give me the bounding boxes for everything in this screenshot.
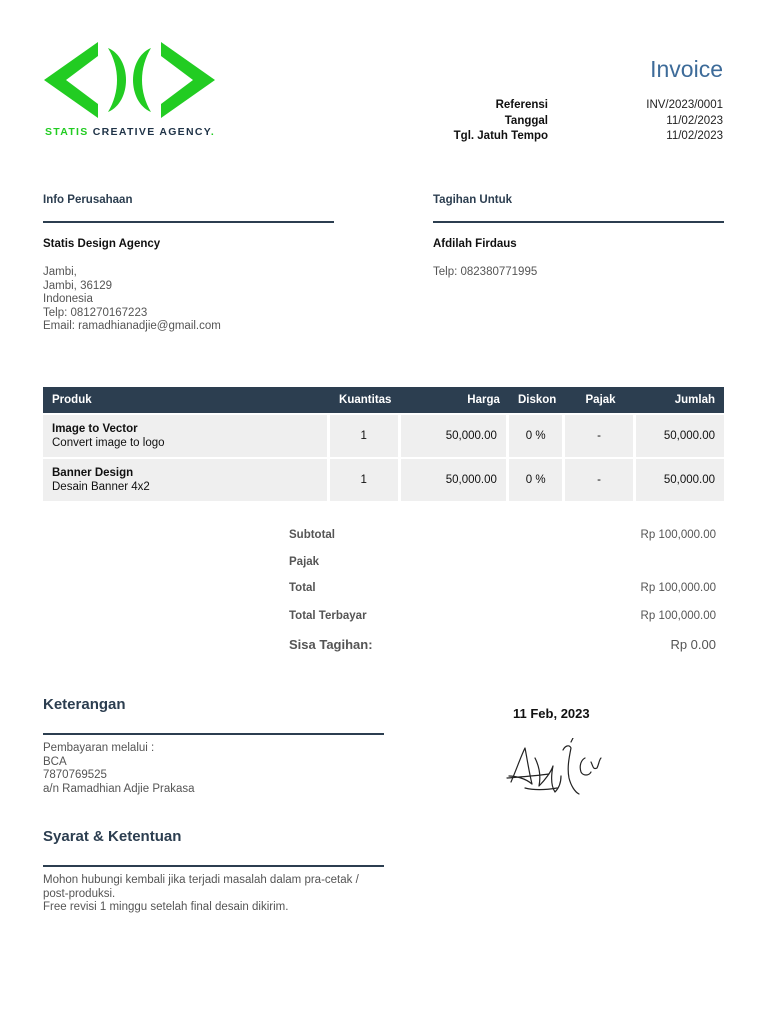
paid-label: Total Terbayar [289,610,367,622]
balance-value: Rp 0.00 [670,637,716,652]
table-row [43,415,724,457]
buyer-address [433,266,537,280]
col-product: Produk [43,387,330,413]
items-table [43,385,724,503]
cell-quantity: 1 [330,459,401,501]
cell-amount: 50,000.00 [636,459,724,501]
terms-heading: Syarat & Ketentuan [43,828,182,845]
cell-product [43,459,330,501]
product-name: Image to Vector [52,423,138,435]
cell-discount: 0 % [509,459,566,501]
seller-divider [43,221,334,223]
cell-discount: 0 % [509,415,566,457]
handwritten-signature-icon [505,738,605,800]
meta-value-due: 11/02/2023 [666,130,723,142]
buyer-phone: Telp: 082380771995 [433,266,538,278]
company-logo [42,40,217,140]
notes-body: Pembayaran melalui : BCA 7870769525 a/n Ramadhian Adjie Prakasa [43,742,195,795]
cell-price: 50,000.00 [401,459,509,501]
meta-labels [454,98,548,145]
meta-values [646,98,723,145]
product-desc: Convert image to logo [52,437,165,449]
cell-tax: - [565,415,635,457]
seller-address: Jambi, Jambi, 36129 Indonesia Telp: 081270167223 Email: ramadhianadjie@gmail.com [43,266,221,332]
balance-label: Sisa Tagihan: [289,637,373,652]
notes-heading: Keterangan [43,696,126,713]
subtotal-label: Subtotal [289,529,335,541]
col-price: Harga [401,387,509,413]
cell-quantity: 1 [330,415,401,457]
signature-date: 11 Feb, 2023 [513,706,590,721]
meta-label-date: Tanggal [504,114,548,127]
col-quantity: Kuantitas [330,387,401,413]
cell-product [43,415,330,457]
eye-logo-icon [42,40,217,120]
product-name: Banner Design [52,467,134,479]
logo-wordmark: STATIS CREATIVE AGENCY. [45,126,216,138]
account-number: 7870769525 [43,769,107,781]
col-discount: Diskon [509,387,566,413]
total-label: Total [289,582,316,594]
tax-label: Pajak [289,556,320,568]
notes-divider [43,733,384,735]
signature [505,738,605,805]
meta-label-reference: Referensi [495,99,548,111]
cell-amount: 50,000.00 [636,415,724,457]
buyer-heading: Tagihan Untuk [433,194,513,206]
cell-price: 50,000.00 [401,415,509,457]
seller-phone: Telp: 081270167223 [43,306,148,319]
col-amount: Jumlah [636,387,724,413]
product-desc: Desain Banner 4x2 [52,481,150,493]
table-row [43,459,724,501]
col-tax: Pajak [565,387,635,413]
buyer-divider [433,221,724,223]
seller-heading: Info Perusahaan [43,194,133,206]
terms-body: Mohon hubungi kembali jika terjadi masalah dalam pra-cetak / post-produksi. Free revisi 1 minggu setelah final desain dikirim. [43,874,359,913]
cell-tax: - [565,459,635,501]
table-header-row [43,387,724,413]
meta-value-date: 11/02/2023 [666,114,723,127]
seller-name: Statis Design Agency [43,238,161,250]
meta-label-due: Tgl. Jatuh Tempo [453,130,548,142]
seller-email: Email: ramadhianadjie@gmail.com [43,320,221,332]
total-value: Rp 100,000.00 [640,582,716,594]
subtotal-value: Rp 100,000.00 [640,529,716,541]
paid-value: Rp 100,000.00 [640,610,716,622]
terms-divider [43,865,384,867]
account-holder: a/n Ramadhian Adjie Prakasa [43,782,195,795]
buyer-name: Afdilah Firdaus [433,238,517,250]
bank-name: BCA [43,755,67,768]
meta-value-reference: INV/2023/0001 [646,99,723,111]
document-title: Invoice [650,56,723,82]
